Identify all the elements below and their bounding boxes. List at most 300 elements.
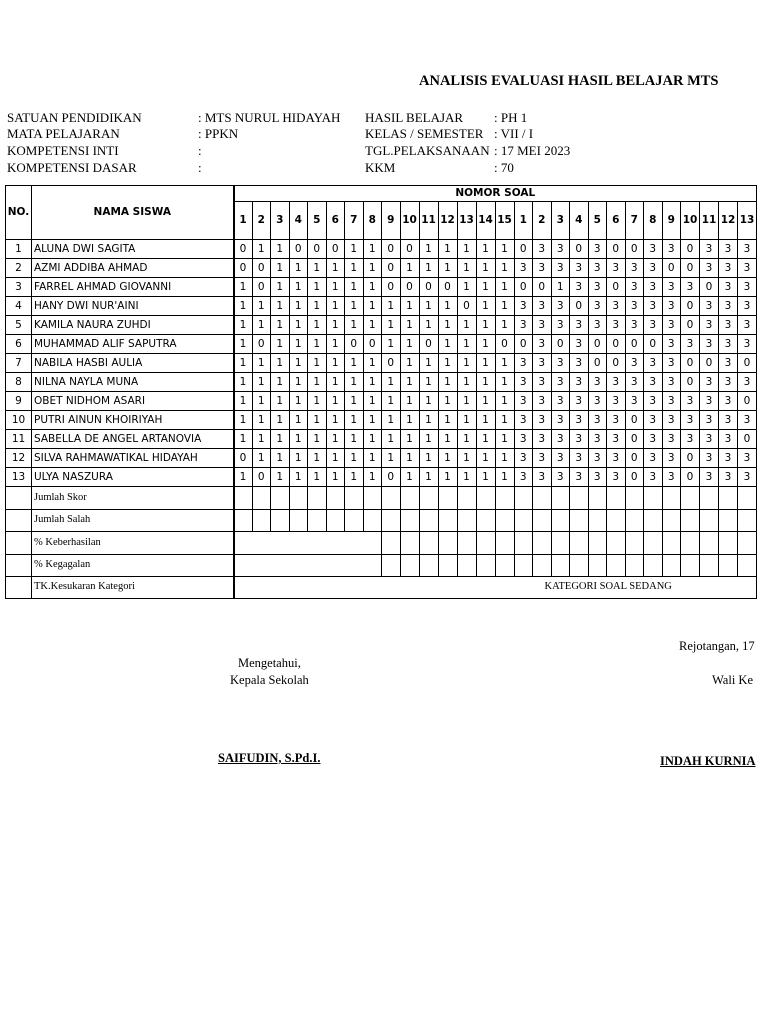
score-cell: 1: [234, 468, 253, 487]
summary-cell: [382, 532, 401, 555]
score-cell: 3: [588, 259, 607, 278]
score-cell: 3: [719, 411, 738, 430]
score-cell: 1: [252, 449, 271, 468]
score-cell: 1: [308, 411, 327, 430]
score-cell: 1: [271, 297, 290, 316]
score-cell: 3: [644, 316, 663, 335]
summary-cell: [495, 510, 514, 532]
question-number: 3: [551, 202, 570, 240]
score-cell: 1: [457, 392, 476, 411]
meta-value: : PH 1: [494, 110, 528, 125]
score-cell: 3: [570, 278, 589, 297]
score-cell: 1: [382, 430, 401, 449]
question-number: 12: [719, 202, 738, 240]
kepala-sekolah-label: Kepala Sekolah: [230, 673, 309, 687]
score-cell: 3: [588, 449, 607, 468]
score-cell: 3: [551, 354, 570, 373]
summary-cell: [457, 555, 476, 577]
report-title: ANALISIS EVALUASI HASIL BELAJAR MTS: [419, 73, 719, 89]
student-name: SABELLA DE ANGEL ARTANOVIA: [32, 430, 234, 449]
question-number: 7: [625, 202, 644, 240]
score-cell: 0: [252, 278, 271, 297]
summary-cell: [738, 555, 757, 577]
score-cell: 1: [457, 468, 476, 487]
score-cell: 0: [662, 259, 681, 278]
summary-cell: [495, 532, 514, 555]
score-cell: 0: [607, 335, 626, 354]
summary-cell: [419, 487, 438, 510]
table-row: [6, 278, 757, 297]
wali-kelas-label: Wali Ke: [712, 673, 753, 687]
score-cell: 1: [382, 411, 401, 430]
score-cell: 1: [457, 240, 476, 259]
score-cell: 1: [400, 411, 419, 430]
score-cell: 1: [234, 316, 253, 335]
summary-no-cell: [6, 577, 32, 599]
student-no: 3: [6, 278, 32, 297]
meta-value: : VII / I: [494, 126, 534, 141]
summary-row: [6, 577, 757, 599]
student-name: OBET NIDHOM ASARI: [32, 392, 234, 411]
score-cell: 3: [588, 392, 607, 411]
score-cell: 3: [700, 373, 719, 392]
score-cell: 3: [700, 259, 719, 278]
summary-cell: [719, 532, 738, 555]
summary-cell: [662, 532, 681, 555]
score-cell: 3: [514, 392, 533, 411]
score-cell: 1: [345, 297, 364, 316]
score-cell: 1: [363, 468, 382, 487]
score-cell: 3: [681, 411, 700, 430]
score-cell: 1: [419, 373, 438, 392]
summary-cell: [514, 510, 533, 532]
score-cell: 3: [738, 278, 757, 297]
score-cell: 1: [438, 449, 457, 468]
score-cell: 1: [363, 354, 382, 373]
table-row: [6, 468, 757, 487]
place-date: Rejotangan, 17: [679, 639, 755, 653]
score-cell: 3: [625, 297, 644, 316]
student-no: 7: [6, 354, 32, 373]
summary-cell: [326, 487, 345, 510]
score-cell: 0: [234, 259, 253, 278]
score-cell: 1: [457, 335, 476, 354]
score-cell: 0: [457, 297, 476, 316]
score-cell: 1: [326, 354, 345, 373]
score-cell: 1: [326, 449, 345, 468]
student-no: 10: [6, 411, 32, 430]
summary-cell: [533, 487, 552, 510]
summary-cell: [438, 510, 457, 532]
score-cell: 3: [588, 316, 607, 335]
summary-cell: [495, 555, 514, 577]
meta-key: MATA PELAJARAN: [7, 126, 120, 141]
score-cell: 1: [419, 316, 438, 335]
score-cell: 3: [738, 449, 757, 468]
score-cell: 0: [289, 240, 308, 259]
score-cell: 1: [252, 316, 271, 335]
score-cell: 1: [363, 259, 382, 278]
summary-no-cell: [6, 555, 32, 577]
score-cell: 1: [495, 278, 514, 297]
student-no: 5: [6, 316, 32, 335]
score-cell: 3: [514, 430, 533, 449]
summary-cell: [588, 555, 607, 577]
student-no: 8: [6, 373, 32, 392]
score-cell: 1: [252, 297, 271, 316]
score-cell: 1: [363, 240, 382, 259]
question-number: 15: [495, 202, 514, 240]
score-cell: 1: [476, 240, 495, 259]
student-name: NABILA HASBI AULIA: [32, 354, 234, 373]
student-name: HANY DWI NUR'AINI: [32, 297, 234, 316]
score-cell: 1: [382, 392, 401, 411]
score-cell: 3: [738, 316, 757, 335]
score-cell: 1: [271, 240, 290, 259]
score-cell: 3: [625, 259, 644, 278]
score-cell: 3: [570, 430, 589, 449]
score-cell: 1: [457, 354, 476, 373]
score-cell: 1: [363, 449, 382, 468]
kepala-sekolah-name: SAIFUDIN, S.Pd.I.: [218, 751, 321, 765]
score-cell: 3: [719, 392, 738, 411]
student-no: 4: [6, 297, 32, 316]
score-cell: 1: [271, 373, 290, 392]
summary-cell: [345, 487, 364, 510]
score-cell: 3: [514, 354, 533, 373]
score-cell: 1: [382, 449, 401, 468]
score-cell: 3: [662, 430, 681, 449]
summary-row: [6, 510, 757, 532]
meta-key: HASIL BELAJAR: [365, 110, 464, 125]
summary-cell: [625, 487, 644, 510]
summary-cell: [588, 487, 607, 510]
score-cell: 0: [681, 316, 700, 335]
summary-cell: [308, 487, 327, 510]
score-cell: 1: [476, 278, 495, 297]
kategori-soal-text: KATEGORI SOAL SEDANG: [234, 577, 757, 599]
question-number: 9: [662, 202, 681, 240]
score-cell: 1: [382, 373, 401, 392]
score-cell: 0: [438, 278, 457, 297]
score-cell: 1: [271, 316, 290, 335]
meta-value: : 70: [494, 160, 514, 175]
score-cell: 3: [644, 373, 663, 392]
score-cell: 1: [363, 411, 382, 430]
summary-cell: [738, 532, 757, 555]
score-cell: 1: [308, 335, 327, 354]
score-cell: 1: [234, 411, 253, 430]
score-cell: 0: [625, 240, 644, 259]
score-cell: 1: [457, 316, 476, 335]
summary-cell: [719, 555, 738, 577]
score-cell: 1: [308, 297, 327, 316]
score-cell: 1: [400, 335, 419, 354]
score-cell: 1: [308, 468, 327, 487]
score-cell: 3: [588, 373, 607, 392]
summary-cell: [570, 555, 589, 577]
score-cell: 0: [400, 240, 419, 259]
score-cell: 1: [495, 468, 514, 487]
score-cell: 1: [345, 468, 364, 487]
score-cell: 3: [681, 430, 700, 449]
score-cell: 0: [570, 240, 589, 259]
score-cell: 0: [738, 354, 757, 373]
score-cell: 3: [514, 259, 533, 278]
score-cell: 3: [700, 411, 719, 430]
student-name: AZMI ADDIBA AHMAD: [32, 259, 234, 278]
summary-cell: [533, 555, 552, 577]
table-row: [6, 411, 757, 430]
score-cell: 3: [681, 278, 700, 297]
score-cell: 1: [345, 430, 364, 449]
score-cell: 0: [681, 373, 700, 392]
score-cell: 0: [382, 354, 401, 373]
score-cell: 3: [533, 449, 552, 468]
score-cell: 3: [662, 354, 681, 373]
score-cell: 3: [644, 449, 663, 468]
summary-cell: [607, 532, 626, 555]
score-cell: 1: [457, 373, 476, 392]
score-cell: 1: [419, 411, 438, 430]
summary-cell: [644, 532, 663, 555]
score-cell: 0: [625, 468, 644, 487]
score-cell: 1: [438, 411, 457, 430]
score-cell: 0: [419, 335, 438, 354]
score-cell: 0: [419, 278, 438, 297]
score-cell: 1: [234, 297, 253, 316]
score-cell: 3: [738, 297, 757, 316]
score-cell: 1: [400, 316, 419, 335]
score-cell: 1: [400, 449, 419, 468]
summary-cell: [644, 555, 663, 577]
score-cell: 1: [326, 468, 345, 487]
score-cell: 0: [326, 240, 345, 259]
score-cell: 1: [252, 392, 271, 411]
score-cell: 3: [570, 259, 589, 278]
score-cell: 1: [419, 468, 438, 487]
summary-cell: [644, 510, 663, 532]
score-cell: 1: [234, 373, 253, 392]
score-table: [5, 185, 757, 599]
summary-cell: [625, 555, 644, 577]
score-cell: 0: [514, 278, 533, 297]
summary-cell: [514, 532, 533, 555]
score-cell: 1: [382, 297, 401, 316]
student-name: KAMILA NAURA ZUHDI: [32, 316, 234, 335]
score-cell: 3: [514, 468, 533, 487]
summary-cell: [252, 487, 271, 510]
score-cell: 1: [289, 259, 308, 278]
question-number: 2: [252, 202, 271, 240]
meta-value: : 17 MEI 2023: [494, 143, 571, 158]
score-cell: 1: [271, 278, 290, 297]
score-cell: 1: [476, 468, 495, 487]
score-cell: 3: [551, 468, 570, 487]
summary-no-cell: [6, 532, 32, 555]
keberhasilan-label: % Keberhasilan: [32, 532, 234, 555]
score-cell: 1: [308, 392, 327, 411]
score-cell: 1: [345, 354, 364, 373]
score-cell: 3: [719, 278, 738, 297]
score-cell: 1: [419, 259, 438, 278]
score-cell: 0: [681, 240, 700, 259]
summary-cell: [551, 487, 570, 510]
summary-row: [6, 487, 757, 510]
score-cell: 1: [326, 335, 345, 354]
score-cell: 1: [271, 449, 290, 468]
score-cell: 3: [738, 411, 757, 430]
score-cell: 3: [533, 240, 552, 259]
score-cell: 1: [495, 392, 514, 411]
score-cell: 3: [607, 430, 626, 449]
score-cell: 0: [234, 449, 253, 468]
score-cell: 0: [625, 449, 644, 468]
score-cell: 3: [514, 449, 533, 468]
meta-key: KELAS / SEMESTER: [365, 126, 484, 141]
score-cell: 1: [308, 259, 327, 278]
summary-cell: [252, 510, 271, 532]
summary-cell: [476, 510, 495, 532]
score-cell: 1: [495, 373, 514, 392]
score-cell: 1: [326, 392, 345, 411]
score-cell: 1: [400, 373, 419, 392]
score-cell: 0: [345, 335, 364, 354]
score-cell: 3: [662, 240, 681, 259]
score-cell: 0: [681, 354, 700, 373]
score-cell: 1: [476, 373, 495, 392]
score-cell: 3: [719, 449, 738, 468]
score-cell: 1: [252, 411, 271, 430]
score-cell: 1: [438, 354, 457, 373]
score-cell: 1: [345, 449, 364, 468]
summary-cell: [551, 510, 570, 532]
score-cell: 1: [457, 259, 476, 278]
score-cell: 1: [438, 392, 457, 411]
score-cell: 3: [570, 411, 589, 430]
summary-merged-cell: [234, 532, 382, 555]
score-cell: 3: [738, 373, 757, 392]
score-cell: 0: [382, 259, 401, 278]
score-cell: 1: [400, 354, 419, 373]
question-number: 3: [271, 202, 290, 240]
summary-cell: [700, 532, 719, 555]
question-number: 8: [363, 202, 382, 240]
summary-cell: [514, 487, 533, 510]
summary-cell: [234, 487, 253, 510]
score-cell: 3: [719, 240, 738, 259]
score-cell: 3: [644, 240, 663, 259]
score-cell: 1: [438, 335, 457, 354]
question-number: 9: [382, 202, 401, 240]
student-no: 12: [6, 449, 32, 468]
question-number: 11: [419, 202, 438, 240]
score-cell: 3: [533, 392, 552, 411]
score-cell: 3: [719, 297, 738, 316]
question-number: 8: [644, 202, 663, 240]
meta-key: TGL.PELAKSANAAN: [365, 143, 490, 158]
summary-cell: [570, 532, 589, 555]
summary-cell: [700, 555, 719, 577]
score-cell: 3: [588, 468, 607, 487]
score-cell: 3: [625, 316, 644, 335]
summary-cell: [400, 555, 419, 577]
score-cell: 0: [681, 297, 700, 316]
score-cell: 1: [345, 411, 364, 430]
score-cell: 1: [495, 297, 514, 316]
score-cell: 3: [551, 240, 570, 259]
question-number: 4: [570, 202, 589, 240]
summary-cell: [438, 487, 457, 510]
score-cell: 1: [289, 411, 308, 430]
student-no: 11: [6, 430, 32, 449]
score-cell: 3: [533, 259, 552, 278]
summary-cell: [662, 555, 681, 577]
score-cell: 0: [252, 335, 271, 354]
summary-cell: [457, 510, 476, 532]
score-cell: 1: [345, 240, 364, 259]
score-cell: 1: [419, 240, 438, 259]
summary-cell: [308, 510, 327, 532]
score-cell: 0: [252, 468, 271, 487]
summary-cell: [662, 487, 681, 510]
summary-cell: [570, 510, 589, 532]
score-cell: 1: [271, 392, 290, 411]
score-cell: 0: [607, 354, 626, 373]
student-name: ALUNA DWI SAGITA: [32, 240, 234, 259]
score-cell: 0: [700, 354, 719, 373]
summary-cell: [326, 510, 345, 532]
summary-cell: [551, 555, 570, 577]
score-cell: 3: [607, 259, 626, 278]
student-name: SILVA RAHMAWATIKAL HIDAYAH: [32, 449, 234, 468]
score-cell: 3: [738, 259, 757, 278]
score-cell: 1: [308, 430, 327, 449]
summary-cell: [476, 555, 495, 577]
score-cell: 3: [607, 316, 626, 335]
score-cell: 0: [363, 335, 382, 354]
score-cell: 1: [345, 373, 364, 392]
summary-cell: [495, 487, 514, 510]
score-cell: 1: [476, 392, 495, 411]
score-cell: 1: [289, 278, 308, 297]
score-cell: 1: [252, 373, 271, 392]
score-cell: 1: [326, 278, 345, 297]
jumlah-salah-label: Jumlah Salah: [32, 510, 234, 532]
score-cell: 3: [551, 392, 570, 411]
score-cell: 0: [681, 468, 700, 487]
table-row: [6, 316, 757, 335]
score-cell: 1: [289, 468, 308, 487]
summary-cell: [345, 510, 364, 532]
score-cell: 1: [289, 335, 308, 354]
summary-cell: [719, 487, 738, 510]
table-row: [6, 354, 757, 373]
nama-siswa-header: NAMA SISWA: [32, 186, 234, 240]
score-cell: 1: [363, 297, 382, 316]
score-cell: 1: [289, 316, 308, 335]
summary-cell: [681, 555, 700, 577]
meta-value: :: [198, 143, 202, 158]
score-cell: 3: [644, 278, 663, 297]
score-cell: 0: [625, 430, 644, 449]
score-cell: 1: [271, 259, 290, 278]
score-cell: 3: [719, 335, 738, 354]
score-cell: 0: [234, 240, 253, 259]
question-number: 10: [681, 202, 700, 240]
score-cell: 1: [476, 411, 495, 430]
score-cell: 3: [570, 316, 589, 335]
